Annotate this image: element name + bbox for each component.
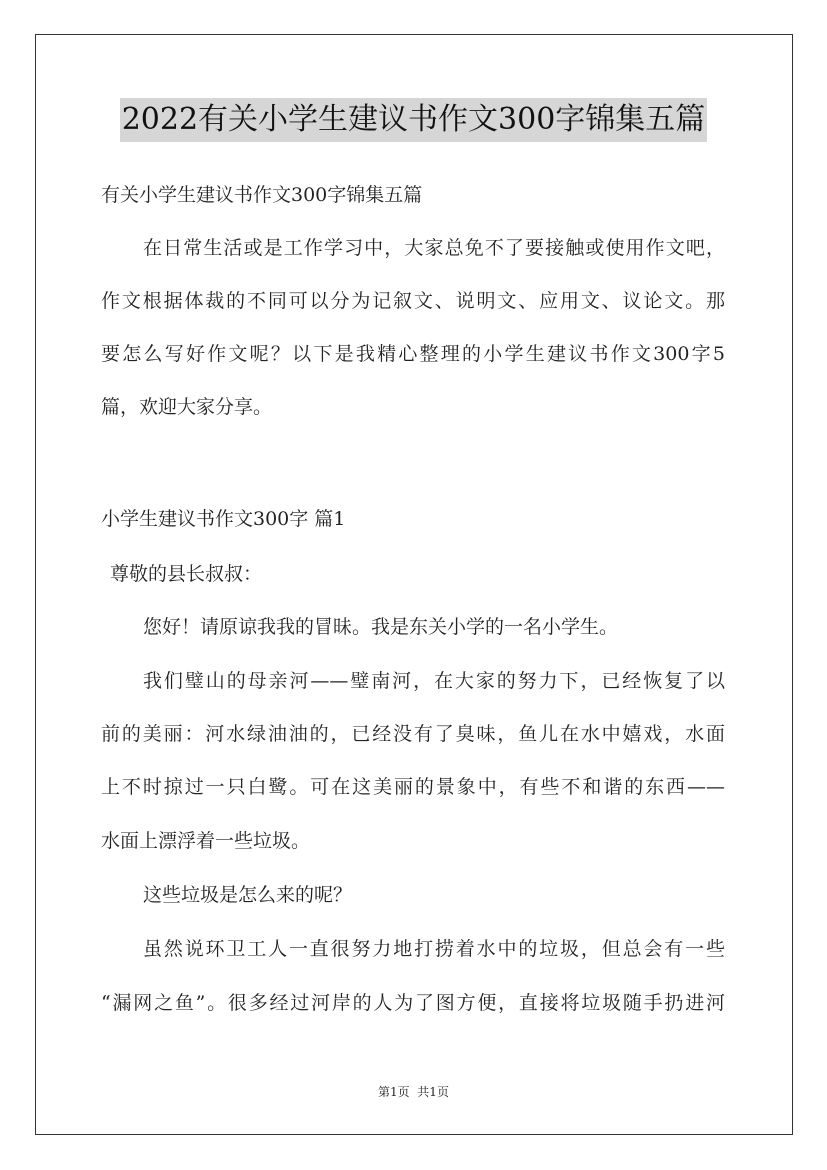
paragraph-1-line-2: 前的美丽：河水绿油油的，已经没有了臭味，鱼儿在水中嬉戏，水面 [101, 723, 725, 745]
section-heading: 小学生建议书作文300字 篇1 [101, 508, 346, 530]
paragraph-1-line-3: 上不时掠过一只白鹭。可在这美丽的景象中，有些不和谐的东西—— [101, 776, 725, 798]
paragraph-2-line-2: “漏网之鱼”。很多经过河岸的人为了图方便，直接将垃圾随手扔进河 [101, 992, 725, 1014]
paragraph-2-line-1: 虽然说环卫工人一直很努力地打捞着水中的垃圾，但总会有一些 [143, 938, 725, 960]
paragraph-1-line-1: 我们璧山的母亲河——璧南河，在大家的努力下，已经恢复了以 [143, 670, 725, 692]
greeting-paragraph: 您好！请原谅我我的冒昧。我是东关小学的一名小学生。 [143, 616, 619, 638]
intro-line-1: 在日常生活或是工作学习中，大家总免不了要接触或使用作文吧， [143, 237, 725, 259]
document-subtitle: 有关小学生建议书作文300字锦集五篇 [101, 184, 423, 206]
intro-line-3: 要怎么写好作文呢？以下是我精心整理的小学生建议书作文300字5 [101, 343, 725, 365]
title-container [0, 98, 827, 142]
page-footer: 第1页 共1页 [378, 1085, 449, 1099]
question-paragraph: 这些垃圾是怎么来的呢？ [143, 884, 353, 906]
document-title: 2022有关小学生建议书作文300字锦集五篇 [120, 98, 708, 142]
paragraph-1-line-4: 水面上漂浮着一些垃圾。 [101, 830, 311, 852]
intro-line-4: 篇，欢迎大家分享。 [101, 396, 273, 418]
intro-line-2: 作文根据体裁的不同可以分为记叙文、说明文、应用文、议论文。那 [101, 290, 725, 312]
salutation: 尊敬的县长叔叔： [110, 563, 263, 585]
